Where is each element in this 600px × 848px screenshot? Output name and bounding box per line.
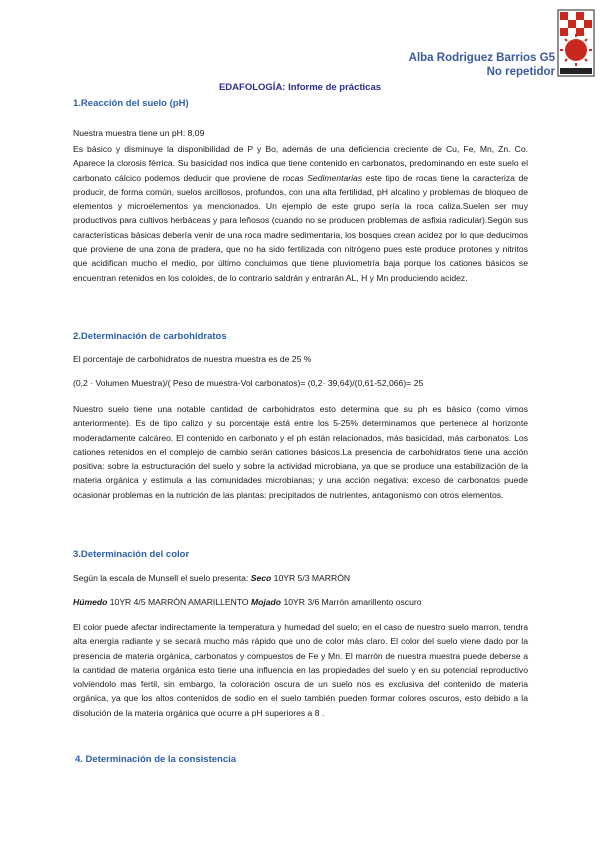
ph-value-line: Nuestra muestra tiene un pH: 8,09 <box>73 128 205 138</box>
munsell-prefix: Según la escala de Munsell el suelo presenta: <box>73 573 249 583</box>
seco-value: 10YR 5/3 MARRÓN <box>273 573 351 583</box>
rocas-sedimentarias-term: rocas Sedimentarias <box>282 172 363 183</box>
ph-paragraph <box>73 142 528 285</box>
section-heading-ph: 1.Reacción del suelo (pH) <box>73 98 189 109</box>
author-header <box>409 51 555 79</box>
carbohydrate-formula-line: (0,2 · Volumen Muestra)/( Peso de muestra-Vol carbonatos)= (0,2· 39,64)/(0,61-52,066)= 25 <box>73 378 424 388</box>
ph-paragraph-continued: este tipo de rocas tiene la caracteriza de producir, de forma común, suelos arcillosos, profundos, con una alta fertilidad, pH alcalino y problemas de bloqueo de elementos y microelementos ya mencionados. Un ejemplo de este grupo sería la roca caliza.Suelen ser muy productivos para cultivos herbáceas y para leñosos (cuando no se producen problemas de asfixia radicular).Según sus características básicas debería venir de una roca madre sedimentaria, los bosques crean acidez por lo que deducimos que proviene de una zona de pradera, que no ha sido fertilizada con nitrógeno pues este produce protones y nitritos que acidifican mucho el medio, por último concluimos que tiene pluviometría baja porque los cationes básicos se encuentran retenidos en los coloides, de lo contrario saldrán y entrarán AL, H y Mn produciendo acidez. <box>73 172 529 283</box>
mojado-value: 10YR 3/6 Marrón amarillento oscuro <box>283 597 422 607</box>
carbohydrate-paragraph: Nuestro suelo tiene una notable cantidad de carbohidratos esto determina que su ph es básico (como vimos anteriormente). Es de tipo calizo y su porcentaje está entre los 5-25% determinamos que pertenece al horizonte moderadamente calcáreo. El contenido en carbonato y el ph están relacionados, más basicidad, más carbonatos. Los cationes retenidos en el complejo de cambio serán cationes básicos.La presencia de carbohidratos tiene una acción positiva: sobre la estructuración del suelo y sobre la actividad microbiana, ya que se produce una estabilización de la materia orgánica y estimula a las comunidades microbianas; y una acción negativa: exceso de carbonatos puede ocasionar problemas en la nutrición de las plantas: precipitados de nutrientes, antagonismo con otros elementos. <box>73 404 528 500</box>
section-heading-color: 3.Determinación del color <box>73 549 190 560</box>
repeater-status: No repetidor <box>486 66 555 78</box>
seco-label: Seco <box>250 573 272 583</box>
humedo-label: Húmedo <box>73 597 108 607</box>
color-paragraph: El color puede afectar indirectamente la temperatura y humedad del suelo; en el caso de nuestro suelo marron, tendra alta energía radiante y se secará mucho más rápido que uno de color más claro. El color del suelo viene dado por la presencia de materia orgánica, carbonatos y compuestos de Fe y Mn. El marrón de nuestra muestra puede deberse a la cantidad de materia orgánica esto tiene una influencia en las propiedades del suelo y en su potencial reproductivo volviendolo mas fertil, sin embargo, la coloración oscura de un suelo nos es exclusiva del contenido de materia orgánica, ya que los altos contenidos de sodio en el suelo también pueden formar colores oscuros, esto debido a la disolución de la materia orgánica que ocurre a pH superiores a 8 . <box>73 622 528 718</box>
section-heading-consistency: 4. Determinación de la consistencia <box>75 754 237 765</box>
university-crest-logo <box>556 6 596 80</box>
munsell-dry-line <box>73 573 350 583</box>
author-name: Alba Rodriguez Barrios G5 <box>408 52 555 64</box>
document-title: EDAFOLOGÍA: Informe de prácticas <box>218 82 382 93</box>
section-heading-carbohydrates: 2.Determinación de carbohidratos <box>73 331 227 342</box>
munsell-wet-line <box>73 597 422 607</box>
mojado-label: Mojado <box>250 597 282 607</box>
humedo-value: 10YR 4/5 MARRÓN AMARILLENTO <box>109 597 249 607</box>
ph-paragraph-text: Es básico y disminuye la disponibilidad de P y Bo, además de una deficiencia creciente de Cu, Fe, Mn, Zn. Co. Aparece la clorosis férrica. Su basicidad nos indica que tiene contenido en carbonatos, predominando en este suelo el carbonato cálcico podemos deducir que proviene de <box>73 144 528 183</box>
carbohydrate-percentage-line: El porcentaje de carbohidratos de nuestra muestra es de 25 % <box>73 354 312 364</box>
